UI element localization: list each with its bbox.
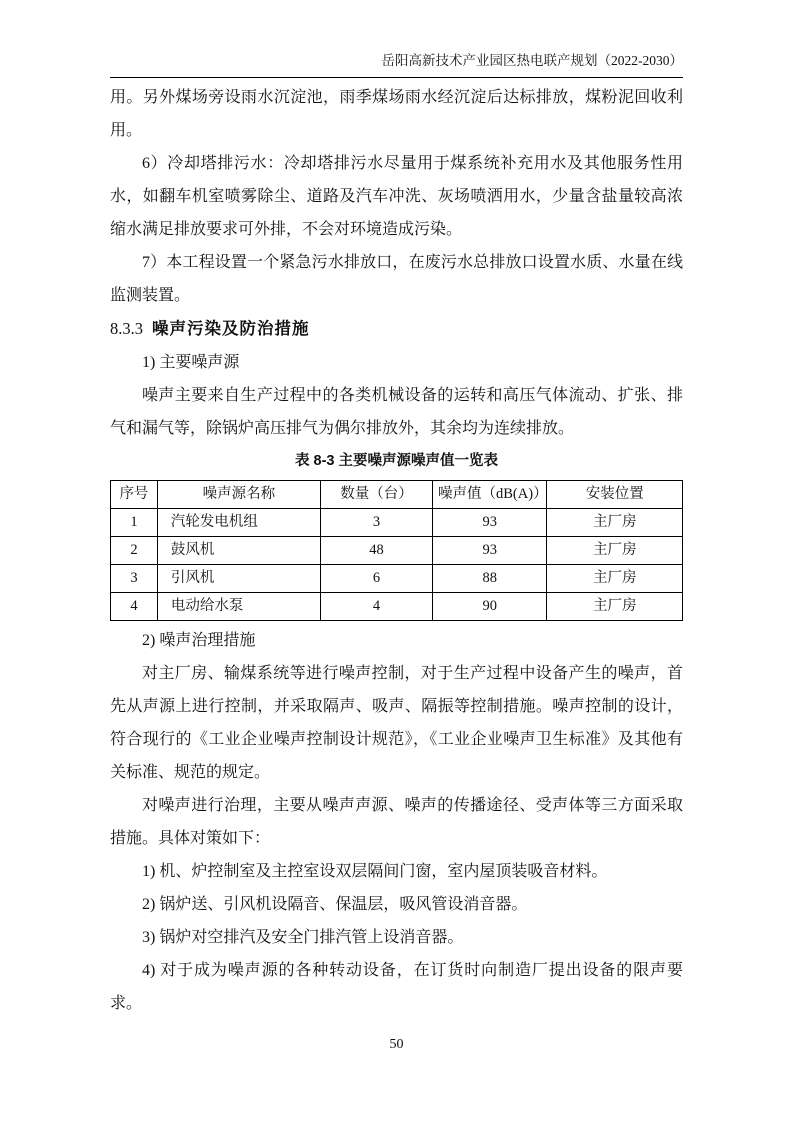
table-row xyxy=(111,593,683,621)
paragraph-treatment-intro: 对噪声进行治理，主要从噪声声源、噪声的传播途径、受声体等三方面采取措施。具体对策如下： xyxy=(110,797,683,847)
paragraph-control-desc: 对主厂房、输煤系统等进行噪声控制，对于生产过程中设备产生的噪声，首先从声源上进行控制，并采取隔声、吸声、隔振等控制措施。噪声控制的设计，符合现行的《工业企业噪声控制设计规范》，《工业企业噪声卫生标准》及其他有关标准、规范的规定。 xyxy=(110,665,683,781)
section-number: 8.3.3 xyxy=(110,319,143,338)
cell-location: 主厂房 xyxy=(547,509,683,537)
cell-location: 主厂房 xyxy=(547,593,683,621)
col-header-noise-value: 噪声值（dB(A)） xyxy=(433,481,547,509)
col-header-location: 安装位置 xyxy=(547,481,683,509)
paragraph-item-7: 7）本工程设置一个紧急污水排放口，在废污水总排放口设置水质、水量在线监测装置。 xyxy=(110,254,683,304)
paragraph-item-6: 6）冷却塔排污水：冷却塔排污水尽量用于煤系统补充用水及其他服务性用水，如翻车机室喷雾除尘、道路及汽车冲洗、灰场喷洒用水，少量含盐量较高浓缩水满足排放要求可外排，不会对环境造成污染。 xyxy=(110,155,683,238)
cell-location: 主厂房 xyxy=(547,565,683,593)
page-header xyxy=(110,52,683,78)
section-heading xyxy=(110,312,683,346)
paragraph-measure-2: 2) 锅炉送、引风机设隔音、保温层，吸风管设消音器。 xyxy=(142,896,528,913)
cell-source-name: 电动给水泵 xyxy=(157,593,320,621)
paragraph-measure-3: 3) 锅炉对空排汽及安全门排汽管上设消音器。 xyxy=(142,929,464,946)
cell-noise-value: 93 xyxy=(433,537,547,565)
col-header-source-name: 噪声源名称 xyxy=(157,481,320,509)
cell-noise-value: 93 xyxy=(433,509,547,537)
cell-noise-value: 88 xyxy=(433,565,547,593)
col-header-seq: 序号 xyxy=(111,481,158,509)
paragraph-noise-source-label: 1) 主要噪声源 xyxy=(142,354,240,371)
cell-location: 主厂房 xyxy=(547,537,683,565)
cell-quantity: 3 xyxy=(320,509,432,537)
header-title: 岳阳高新技术产业园区热电联产规划（2022-2030） xyxy=(381,53,683,68)
cell-seq: 2 xyxy=(111,537,158,565)
cell-seq: 3 xyxy=(111,565,158,593)
cell-noise-value: 90 xyxy=(433,593,547,621)
cell-source-name: 鼓风机 xyxy=(157,537,320,565)
section-title: 噪声污染及防治措施 xyxy=(152,320,310,338)
cell-quantity: 48 xyxy=(320,537,432,565)
paragraph-noise-source-desc: 噪声主要来自生产过程中的各类机械设备的运转和高压气体流动、扩张、排气和漏气等，除锅炉高压排气为偶尔排放外，其余均为连续排放。 xyxy=(110,387,683,437)
page-footer xyxy=(0,1036,793,1054)
document-body xyxy=(110,81,683,1020)
cell-seq: 4 xyxy=(111,593,158,621)
table-row xyxy=(111,565,683,593)
paragraph-measure-1: 1) 机、炉控制室及主控室设双层隔间门窗，室内屋顶装吸音材料。 xyxy=(142,863,608,880)
paragraph-measure-4: 4) 对于成为噪声源的各种转动设备，在订货时向制造厂提出设备的限声要求。 xyxy=(110,962,683,1012)
noise-source-table xyxy=(110,480,683,621)
page-number: 50 xyxy=(389,1037,404,1052)
table-row xyxy=(111,537,683,565)
table-caption: 表 8-3 主要噪声源噪声值一览表 xyxy=(294,453,498,469)
table-header-row xyxy=(111,481,683,509)
cell-seq: 1 xyxy=(111,509,158,537)
cell-source-name: 汽轮发电机组 xyxy=(157,509,320,537)
paragraph-control-label: 2) 噪声治理措施 xyxy=(142,632,256,649)
table-row xyxy=(111,509,683,537)
paragraph-continuation: 用。另外煤场旁设雨水沉淀池，雨季煤场雨水经沉淀后达标排放，煤粉泥回收利用。 xyxy=(110,89,683,139)
cell-source-name: 引风机 xyxy=(157,565,320,593)
cell-quantity: 6 xyxy=(320,565,432,593)
cell-quantity: 4 xyxy=(320,593,432,621)
col-header-quantity: 数量（台） xyxy=(320,481,432,509)
